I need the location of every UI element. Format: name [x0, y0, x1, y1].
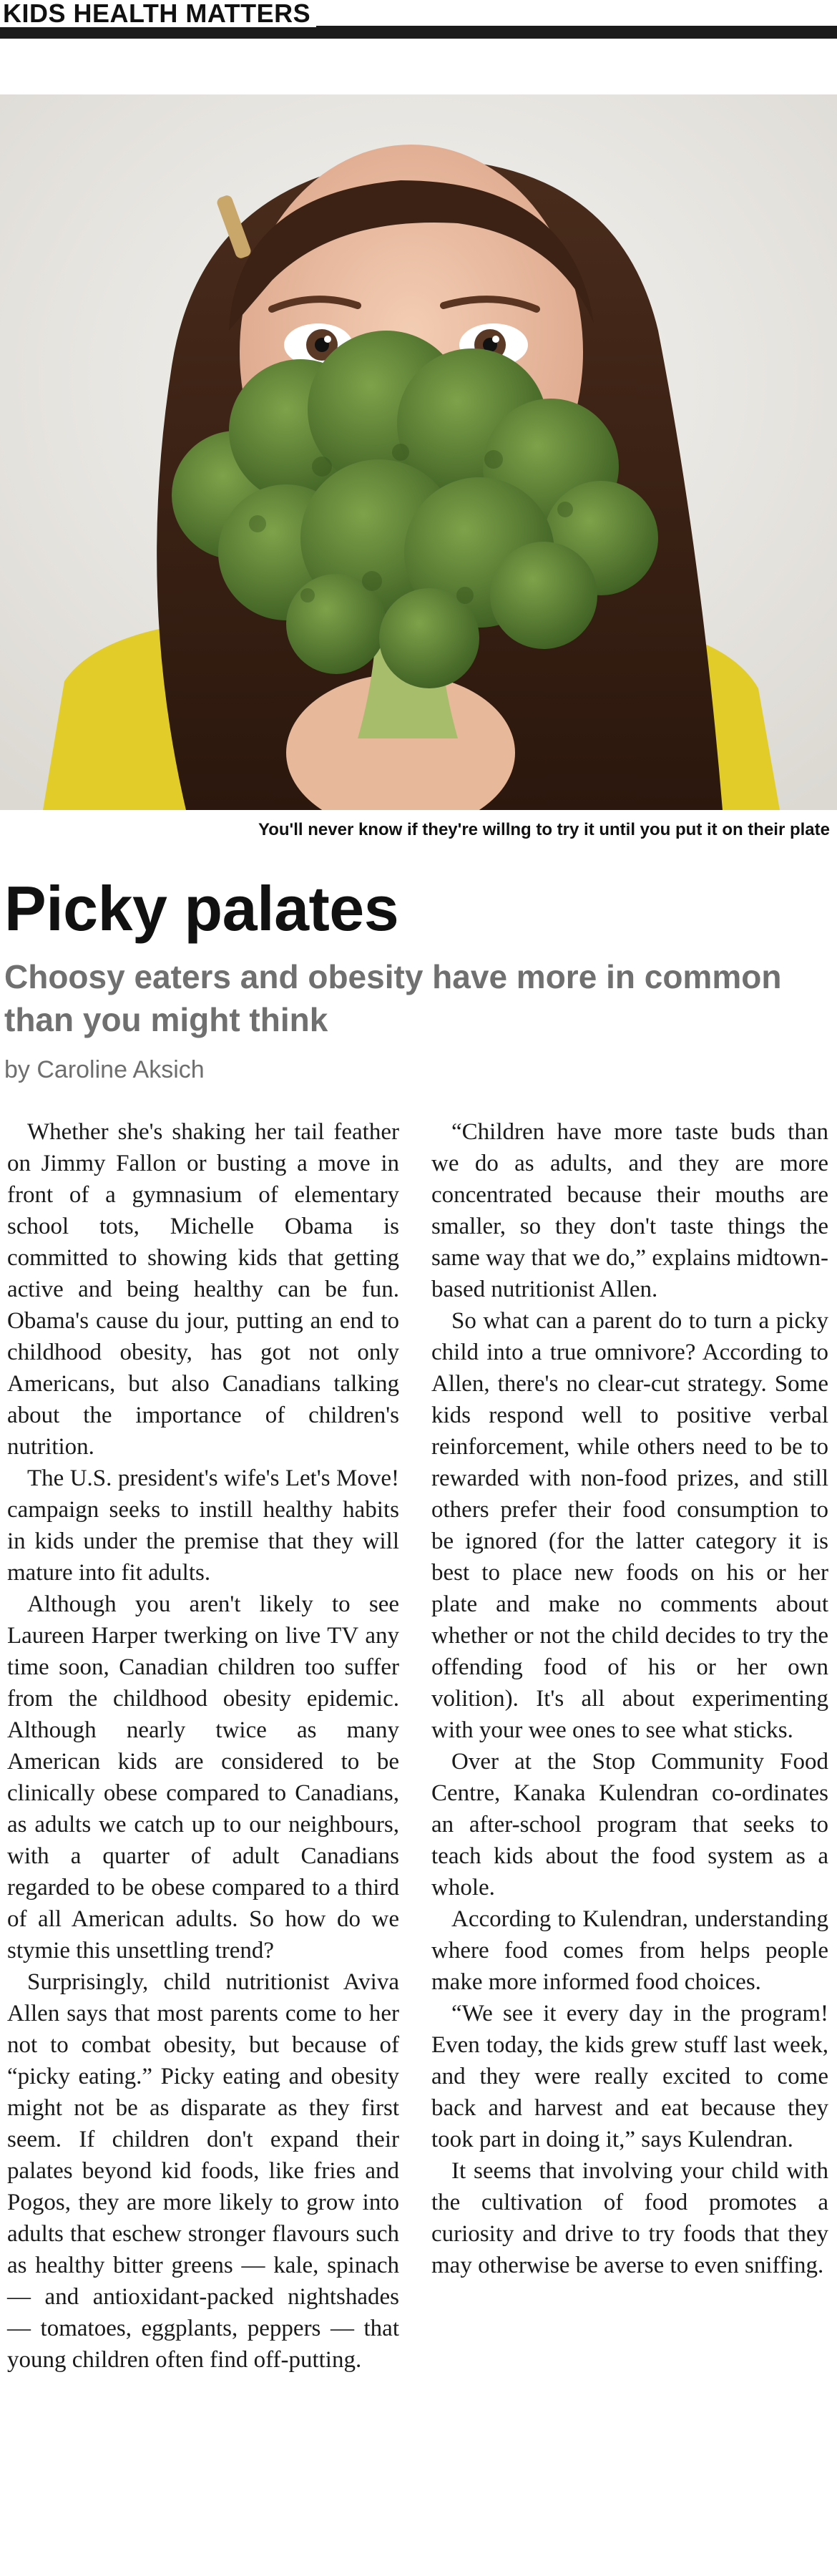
- photo-caption: You'll never know if they're willng to try it until you put it on their plate: [258, 820, 830, 839]
- paragraph: The U.S. president's wife's Let's Move! campaign seeks to instill healthy habits in kids under the premise that they will mature into fit adults.: [7, 1465, 399, 1586]
- paragraph: Whether she's shaking her tail feather on Jimmy Fallon or busting a move in front of a gymnasium of elementary school tots, Michelle Obama is committed to showing kids that getting active and being healthy can be fun. Obama's cause du jour, putting an end to childhood obesity, has got not only Americans, but also Canadians talking about the importance of children's nutrition.: [7, 1119, 399, 1460]
- section-label: KIDS HEALTH MATTERS: [0, 0, 316, 27]
- paragraph: According to Kulendran, understanding where food comes from helps people make more informed food choices.: [431, 1906, 828, 1995]
- paragraph: Surprisingly, child nutritionist Aviva Allen says that most parents come to her not to combat obesity, but because of “picky eating.” Picky eating and obesity might not be as disparate as they first seem. If children don't expand their palates beyond kid foods, like fries and Pogos, they are more likely to grow into adults that eschew stronger flavours such as healthy bitter greens — kale, spinach — and antioxidant-packed nightshades — tomatoes, eggplants, peppers — that young children often find off-putting.: [7, 1969, 399, 2373]
- section-header: [0, 0, 837, 40]
- paragraph: “Children have more taste buds than we do as adults, and they are more concentrated because their mouths are smaller, so they don't taste things the same way that we do,” explains midtown-based nutritionist Allen.: [431, 1119, 828, 1302]
- byline: by Caroline Aksich: [4, 1056, 205, 1083]
- article-column-left: [7, 1116, 399, 2376]
- deck: Choosy eaters and obesity have more in common than you might think: [4, 958, 782, 1038]
- paragraph: It seems that involving your child with the cultivation of food promotes a curiosity and drive to try foods that they may otherwise be averse to even sniffing.: [431, 2158, 828, 2278]
- article-column-right: [431, 1116, 828, 2281]
- paragraph: So what can a parent do to turn a picky child into a true omnivore? According to Allen, there's no clear-cut strategy. Some kids respond well to positive verbal reinforcement, while others need to be to rewarded with non-food prizes, and still others prefer their food consumption to be ignored (for the latter category it is best to place new foods on his or her plate and make no comments about whether or not the child decides to try the offending food of his or her own volition). It's all about experimenting with your wee ones to see what sticks.: [431, 1308, 828, 1743]
- paragraph: Although you aren't likely to see Laureen Harper twerking on live TV any time soon, Canadian children too suffer from the childhood obesity epidemic. Although nearly twice as many American kids are considered to be clinically obese compared to Canadians, as adults we catch up to our neighbours, with a quarter of adult Canadians regarded to be obese compared to a third of all American adults. So how do we stymie this unsettling trend?: [7, 1591, 399, 1963]
- headline: Picky palates: [4, 873, 399, 944]
- hero-photo: [0, 94, 837, 810]
- paragraph: Over at the Stop Community Food Centre, Kanaka Kulendran co-ordinates an after-school program that seeks to teach kids about the food system as a whole.: [431, 1749, 828, 1901]
- paragraph: “We see it every day in the program! Even today, the kids grew stuff last week, and they were really excited to come back and harvest and eat because they took part in doing it,” says Kulendran.: [431, 2001, 828, 2152]
